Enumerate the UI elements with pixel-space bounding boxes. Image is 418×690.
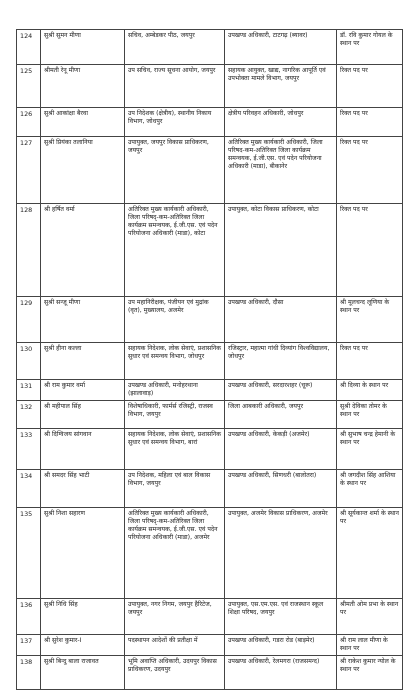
vice-cell: रिक्त पद पर xyxy=(337,343,403,380)
vice-cell: श्री दिव्या के स्थान पर xyxy=(337,380,403,401)
table-row xyxy=(17,380,403,401)
current-posting-cell: अतिरिक्त मुख्य कार्यकारी अधिकारी, जिला परिषद्-कम-अतिरिक्त जिला कार्यक्रम समन्वयक, ई.जी.एस. एवं पदेन परियोजना अधिकारी (माडा), कोटा xyxy=(125,204,225,297)
serial-number-cell: 133 xyxy=(17,429,41,470)
new-posting-cell: उपखण्ड अधिकारी, गडरा रोड (बाड़मेर) xyxy=(225,635,337,656)
officer-name-cell: सुश्री बिन्दु बाला राजावत xyxy=(41,656,125,690)
officer-name-cell: सुश्री आकांक्षा बैरवा xyxy=(41,108,125,137)
officer-name-cell: श्री दिग्विजय सांगवान xyxy=(41,429,125,470)
current-posting-cell: उप निदेशक, महिला एवं बाल विकास विभाग, जयपुर xyxy=(125,470,225,508)
current-posting-cell: सहायक निदेशक, लोक सेवाएं, प्रशासनिक सुधार एवं समन्वय विभाग, जोधपुर xyxy=(125,343,225,380)
new-posting-cell: रजिस्ट्रार, महात्मा गांधी दिव्यांग विश्वविद्यालय, जोधपुर xyxy=(225,343,337,380)
vice-cell: रिक्त पद पर xyxy=(337,137,403,204)
new-posting-cell: अतिरिक्त मुख्य कार्यकारी अधिकारी, जिला परिषद-कम-अतिरिक्त जिला कार्यक्रम समन्वयक, ई.जी.एस. एवं पदेन परियोजना अधिकारी (माडा), बीकानेर xyxy=(225,137,337,204)
table-row xyxy=(17,401,403,429)
table-row xyxy=(17,508,403,599)
new-posting-cell: उपखण्ड अधिकारी, सिणधरी (बालोतरा) xyxy=(225,470,337,508)
officer-name-cell: श्री हर्षित वर्मा xyxy=(41,204,125,297)
serial-number-cell: 124 xyxy=(17,30,41,65)
current-posting-cell: सहायक निदेशक, लोक सेवाएं, प्रशासनिक सुधार एवं समन्वय विभाग, बारां xyxy=(125,429,225,470)
current-posting-cell: उपायुक्त, नगर निगम, जयपुर हैरिटेज, जयपुर xyxy=(125,599,225,635)
vice-cell: श्री जगदीश सिंह आशिया के स्थान पर xyxy=(337,470,403,508)
officer-name-cell: श्री महीपाल सिंह xyxy=(41,401,125,429)
current-posting-cell: पदस्थापन आदेशों की प्रतीक्षा में xyxy=(125,635,225,656)
table-row xyxy=(17,204,403,297)
table-body xyxy=(17,30,403,690)
new-posting-cell: उपायुक्त, अजमेर विकास प्राधिकरण, अजमेर xyxy=(225,508,337,599)
officer-name-cell: श्रीमती रेनू मीणा xyxy=(41,65,125,108)
current-posting-cell: उपखण्ड अधिकारी, मनोहरथाना (झालावाड़) xyxy=(125,380,225,401)
vice-cell: श्री मूलचन्द लूणिया के स्थान पर xyxy=(337,297,403,343)
current-posting-cell: विशेषाधिकारी, फार्मर्स रजिस्ट्री, राजस्व विभाग, जयपुर xyxy=(125,401,225,429)
new-posting-cell: उपखण्ड अधिकारी, दौसा xyxy=(225,297,337,343)
vice-cell: डॉ. रवि कुमार गोयल के स्थान पर xyxy=(337,30,403,65)
officer-name-cell: सुश्री निशा सहारण xyxy=(41,508,125,599)
serial-number-cell: 127 xyxy=(17,137,41,204)
new-posting-cell: क्षेत्रीय परिवहन अधिकारी, जोधपुर xyxy=(225,108,337,137)
vice-cell: श्री राम लाल मीणा के स्थान पर xyxy=(337,635,403,656)
current-posting-cell: उप महानिरीक्षक, पंजीयन एवं मुद्रांक (वृत), मुख्यालय, अजमेर xyxy=(125,297,225,343)
vice-cell: श्री राकेश कुमार न्योल के स्थान पर xyxy=(337,656,403,690)
vice-cell: श्री सूर्यकान्त शर्मा के स्थान पर xyxy=(337,508,403,599)
serial-number-cell: 126 xyxy=(17,108,41,137)
table-row xyxy=(17,470,403,508)
current-posting-cell: उप सचिव, राज्य सूचना आयोग, जयपुर xyxy=(125,65,225,108)
serial-number-cell: 137 xyxy=(17,635,41,656)
officer-name-cell: सुश्री प्रियंका तलानिया xyxy=(41,137,125,204)
officer-name-cell: सुश्री सुमन मीणा xyxy=(41,30,125,65)
new-posting-cell: सहायक आयुक्त, खाद्य, नागरिक आपूर्ति एवं उपभोक्ता मामले विभाग, जयपुर xyxy=(225,65,337,108)
table-row xyxy=(17,297,403,343)
serial-number-cell: 138 xyxy=(17,656,41,690)
serial-number-cell: 135 xyxy=(17,508,41,599)
current-posting-cell: सचिव, अम्बेडकर पीठ, जयपुर xyxy=(125,30,225,65)
new-posting-cell: उपायुक्त, कोटा विकास प्राधिकरण, कोटा xyxy=(225,204,337,297)
current-posting-cell: अतिरिक्त मुख्य कार्यकारी अधिकारी, जिला परिषद्-कम-अतिरिक्त जिला कार्यक्रम समन्वयक, ई.जी.एस. एवं पदेन परियोजना अधिकारी (माडा), अजमेर xyxy=(125,508,225,599)
vice-cell: श्रीमती ओम प्रभा के स्थान पर xyxy=(337,599,403,635)
vice-cell: रिक्त पद पर xyxy=(337,204,403,297)
table-row xyxy=(17,108,403,137)
table-row xyxy=(17,429,403,470)
serial-number-cell: 136 xyxy=(17,599,41,635)
table-row xyxy=(17,599,403,635)
vice-cell: रिक्त पद पर xyxy=(337,108,403,137)
vice-cell: रिक्त पद पर xyxy=(337,65,403,108)
table-row xyxy=(17,137,403,204)
current-posting-cell: उपायुक्त, जयपुर विकास प्राधिकरण, जयपुर xyxy=(125,137,225,204)
transfer-list-table xyxy=(16,29,403,690)
table-row xyxy=(17,656,403,690)
serial-number-cell: 132 xyxy=(17,401,41,429)
serial-number-cell: 134 xyxy=(17,470,41,508)
current-posting-cell: भूमि अवाप्ति अधिकारी, उदयपुर विकास प्राधिकरण, उदयपुर xyxy=(125,656,225,690)
officer-name-cell: सुश्री निधि सिंह xyxy=(41,599,125,635)
table-row xyxy=(17,343,403,380)
serial-number-cell: 131 xyxy=(17,380,41,401)
serial-number-cell: 129 xyxy=(17,297,41,343)
table-row xyxy=(17,635,403,656)
new-posting-cell: जिला आबकारी अधिकारी, जयपुर xyxy=(225,401,337,429)
new-posting-cell: उपायुक्त, एस.एम.एस. एवं राजस्थान स्कूल शिक्षा परिषद, जयपुर xyxy=(225,599,337,635)
new-posting-cell: उपखण्ड अधिकारी, टाटगढ़ (ब्यावर) xyxy=(225,30,337,65)
new-posting-cell: उपखण्ड अधिकारी, सरदारशहर (चूरू) xyxy=(225,380,337,401)
serial-number-cell: 125 xyxy=(17,65,41,108)
table-row xyxy=(17,30,403,65)
officer-name-cell: सुश्री हीना कल्ला xyxy=(41,343,125,380)
vice-cell: श्री सुभाष चन्द्र हेमानी के स्थान पर xyxy=(337,429,403,470)
table-row xyxy=(17,65,403,108)
serial-number-cell: 128 xyxy=(17,204,41,297)
current-posting-cell: उप निदेशक (क्षेत्रीय), स्थानीय निकाय विभाग, जोधपुर xyxy=(125,108,225,137)
new-posting-cell: उपखण्ड अधिकारी, केकड़ी (अजमेर) xyxy=(225,429,337,470)
officer-name-cell: श्री समदर सिंह भाटी xyxy=(41,470,125,508)
officer-name-cell: सुश्री सन्जू मीणा xyxy=(41,297,125,343)
new-posting-cell: उपखण्ड अधिकारी, रेलमगरा (राजसमन्द) xyxy=(225,656,337,690)
serial-number-cell: 130 xyxy=(17,343,41,380)
officer-name-cell: श्री राम कुमार वर्मा xyxy=(41,380,125,401)
vice-cell: सुश्री देविका तोमर के स्थान पर xyxy=(337,401,403,429)
officer-name-cell: श्री सुरेश कुमार-I xyxy=(41,635,125,656)
